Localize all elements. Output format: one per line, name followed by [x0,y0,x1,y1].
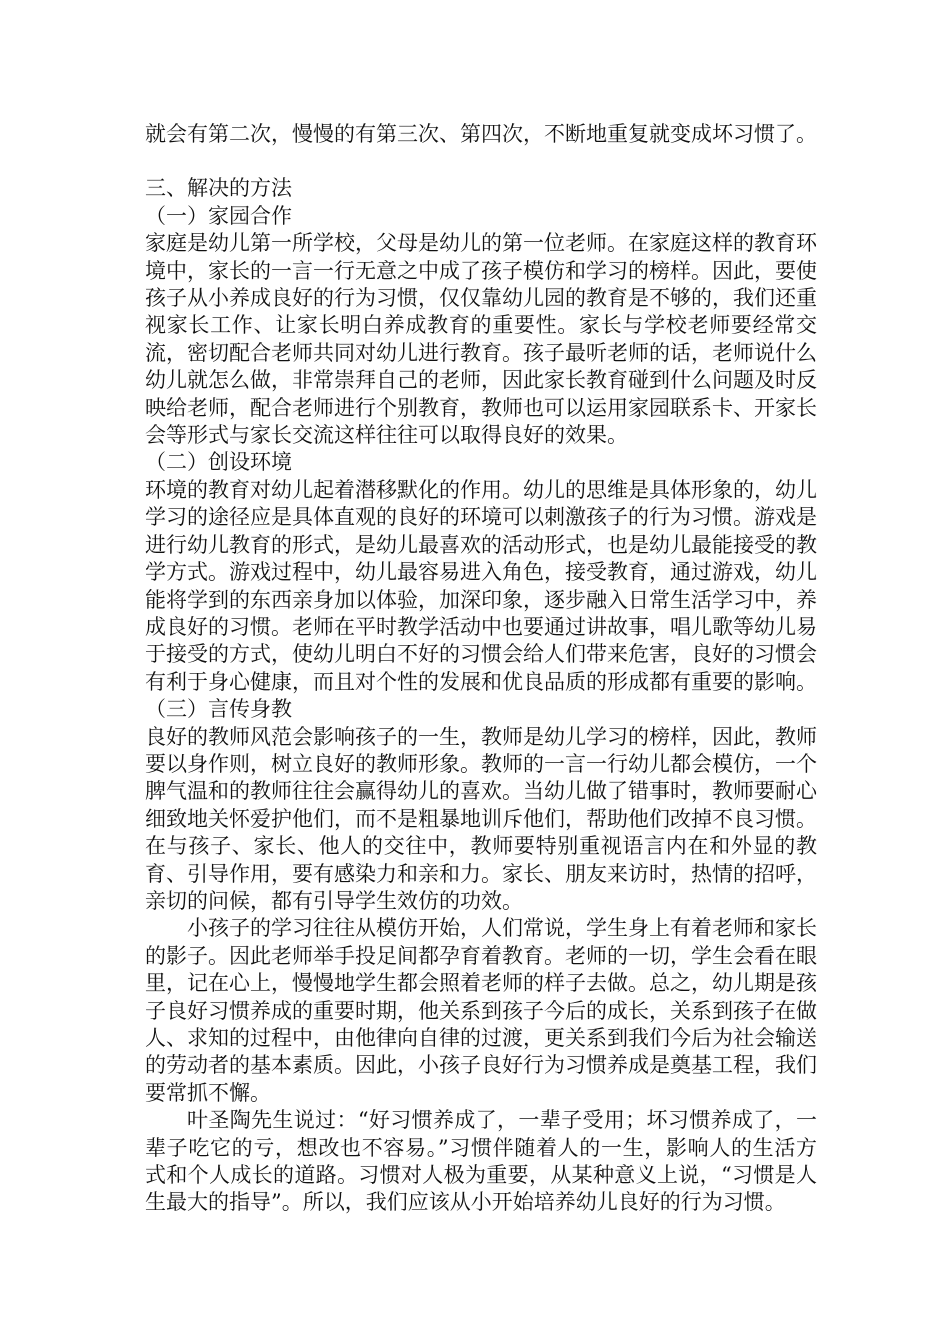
intro-fragment: 就会有第二次，慢慢的有第三次、第四次，不断地重复就变成坏习惯了。 [145,122,817,146]
paragraph-home-school: 家庭是幼儿第一所学校，父母是幼儿的第一位老师。在家庭这样的教育环境中，家长的一言一行无意之中成了孩子模仿和学习的榜样。因此，要使孩子从小养成良好的行为习惯，仅仅靠幼儿园的教育是不够的，我们还重视家长工作、让家长明白养成教育的重要性。家长与学校老师要经常交流，密切配合老师共同对幼儿进行教育。孩子最听老师的话，老师说什么幼儿就怎么做，非常崇拜自己的老师，因此家长教育碰到什么问题及时反映给老师，配合老师进行个别教育，教师也可以运用家园联系卡、开家长会等形式与家长交流这样往往可以取得良好的效果。 [145,231,817,448]
section-heading: 三、解决的方法 [145,176,292,201]
document-body [145,121,817,1217]
paragraph-example: 良好的教师风范会影响孩子的一生，教师是幼儿学习的榜样，因此，教师要以身作则，树立良好的教师形象。教师的一言一行幼儿都会模仿，一个脾气温和的教师往往会赢得幼儿的喜欢。当幼儿做了错事时，教师要耐心细致地关怀爱护他们，而不是粗暴地训斥他们，帮助他们改掉不良习惯。在与孩子、家长、他人的交往中，教师要特别重视语言内在和外显的教育、引导作用，要有感染力和亲和力。家长、朋友来访时，热情的招呼，亲切的问候，都有引导学生效仿的功效。 [145,724,817,913]
subheading-example: （三）言传身教 [145,697,292,722]
blank-line [145,148,817,175]
paragraph-quote: 叶圣陶先生说过：“好习惯养成了，一辈子受用；坏习惯养成了，一辈子吃它的亏，想改也不容易。”习惯伴随着人的一生，影响人的生活方式和个人成长的道路。习惯对人极为重要，从某种意义上说，“习惯是人生最大的指导”。所以，我们应该从小开始培养幼儿良好的行为习惯。 [145,1108,817,1215]
paragraph-environment: 环境的教育对幼儿起着潜移默化的作用。幼儿的思维是具体形象的，幼儿学习的途径应是具体直观的良好的环境可以刺激孩子的行为习惯。游戏是进行幼儿教育的形式，是幼儿最喜欢的活动形式，也是幼儿最能接受的教学方式。游戏过程中，幼儿最容易进入角色，接受教育，通过游戏，幼儿能将学到的东西亲身加以体验，加深印象，逐步融入日常生活学习中，养成良好的习惯。老师在平时教学活动中也要通过讲故事，唱儿歌等幼儿易于接受的方式，使幼儿明白不好的习惯会给人们带来危害，良好的习惯会有利于身心健康，而且对个性的发展和优良品质的形成都有重要的影响。 [145,477,817,694]
paragraph-imitation: 小孩子的学习往往从模仿开始，人们常说，学生身上有着老师和家长的影子。因此老师举手投足间都孕育着教育。老师的一切，学生会看在眼里，记在心上，慢慢地学生都会照着老师的样子去做。总之，幼儿期是孩子良好习惯养成的重要时期，他关系到孩子今后的成长，关系到孩子在做人、求知的过程中，由他律向自律的过渡，更关系到我们今后为社会输送的劳动者的基本素质。因此，小孩子良好行为习惯养成是奠基工程，我们要常抓不懈。 [145,916,817,1105]
subheading-environment: （二）创设环境 [145,450,292,475]
subheading-home-school: （一）家园合作 [145,203,292,228]
